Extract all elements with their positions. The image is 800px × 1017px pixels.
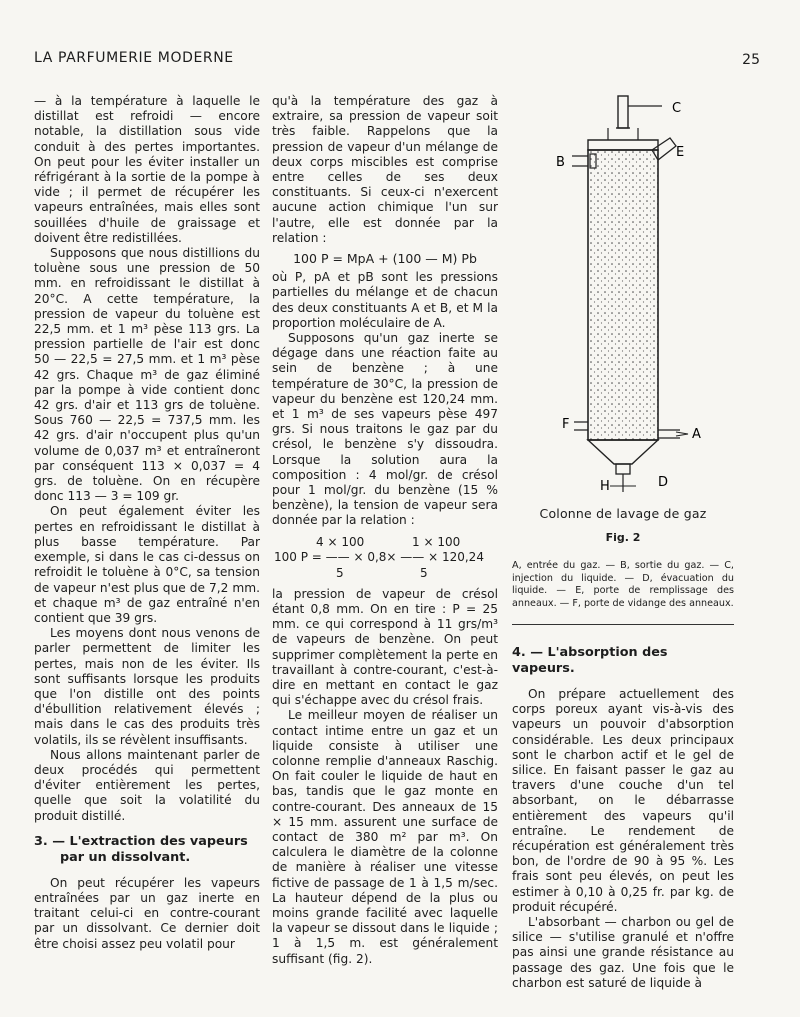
label-f: F <box>562 417 570 432</box>
section-4-heading: 4. — L'absorption des vapeurs. <box>512 645 668 676</box>
fraction-denominator-1: 5 <box>336 565 344 580</box>
label-d: D <box>658 475 669 490</box>
fraction-numerator-2: 1 × 100 <box>412 534 461 549</box>
fraction-numerator-1: 4 × 100 <box>316 534 365 549</box>
fraction-denominator-2: 5 <box>420 565 428 580</box>
label-c: C <box>672 101 682 116</box>
column-3 <box>512 645 734 991</box>
gas-outlet <box>572 156 588 166</box>
figure-number: Fig. 2 <box>605 531 641 544</box>
section-divider <box>512 624 734 625</box>
label-h: H <box>600 479 610 494</box>
page-number: 25 <box>742 52 760 68</box>
figure-2 <box>512 94 734 610</box>
section-3-heading <box>34 834 260 866</box>
packed-column <box>588 150 658 440</box>
col1-paragraph-3: On peut également éviter les pertes en refroidissant le distillat à plus basse température. Par exemple, si dans le cas ci-dessus on refroidit le toluène à 0°C, sa tension de vapeur n'est plus que de 7,2 mm. et chaque m³ de gaz entraîné n'en contient que 39 grs. <box>34 504 260 625</box>
col1-paragraph-4: Les moyens dont nous venons de parler permettent de limiter les pertes, mais non de les éviter. Ils sont suffisants lorsque les produits que l'on distille ont des points d'ébullition relativement élevés ; mais dans le cas des produits très volatils, ils se révèlent insuffisants. <box>34 626 260 747</box>
label-a: A <box>692 427 701 442</box>
col2-paragraph-1: qu'à la température des gaz à extraire, sa pression de vapeur soit très faible. Rappelons que la pression de vapeur d'un mélange de deux corps miscibles est comprise entre celles de ses deux constituants. Si ceux-ci n'exercent aucune action chimique l'un sur l'autre, elle est donnée par la relation : <box>272 94 498 245</box>
page-header <box>34 50 766 70</box>
column-1 <box>34 94 260 952</box>
col1-paragraph-2: Supposons que nous distillions du toluène sous une pression de 50 mm. en refroidissant le distillat à 20°C. A cette température, la pression de vapeur du toluène est 22,5 mm. et 1 m³ pèse 113 grs. La pression partielle de l'air est donc 50 — 22,5 = 27,5 mm. et 1 m³ pèse 42 grs. Chaque m³ de gaz éliminé par la pompe à vide contient donc 42 grs. d'air et 113 grs de toluène. Sous 760 — 22,5 = 737,5 mm. les 42 grs. d'air n'occupent plus qu'un volume de 0,037 m³ et entraîneront par conséquent 113 × 0,037 = 4 grs. de toluène. On en récupère donc 113 — 3 = 109 gr. <box>34 246 260 504</box>
section-3-heading-line1: 3. — L'extraction des vapeurs <box>34 833 248 849</box>
col1-paragraph-1: — à la température à laquelle le distillat est refroidi — encore notable, la distillation sous vide conduit à des pertes importantes. On peut pour les éviter installer un réfrigérant à la sortie de la pompe à vide ; il permet de récupérer les vapeurs entraînées, mais elles sont souillées d'huile de graissage et doivent être redistillées. <box>34 94 260 245</box>
vapor-pressure-formula: 100 P = MpA + (100 — M) Pb <box>293 251 477 267</box>
section-3-heading-line2: par un dissolvant. <box>60 849 191 865</box>
gas-washing-column-diagram <box>512 94 734 504</box>
fraction-formula <box>272 535 498 581</box>
liquid-injection-pipe <box>616 96 662 128</box>
col3-paragraph-2: L'absorbant — charbon ou gel de silice — s'utilise granulé et n'offre pas ainsi une grande résistance au passage des gaz. Une fois que le charbon est saturé de liquide à <box>512 915 734 990</box>
figure-title: Colonne de lavage de gaz <box>539 506 707 521</box>
col1-paragraph-6: On peut récupérer les vapeurs entraînées par un gaz inerte en traitant celui-ci en contre-courant par un dissolvant. Ce dernier doit être choisi assez peu volatil pour <box>34 875 260 951</box>
col3-paragraph-1: On prépare actuellement des corps poreux ayant vis-à-vis des vapeurs un pouvoir d'absorption considérable. Les deux principaux sont le charbon actif et le gel de silice. En faisant passer le gaz au travers d'une couche d'un tel absorbant, on le débarrasse entièrement des vapeurs qu'il entraîne. Le rendement de récupération est généralement très bon, de l'ordre de 90 à 95 %. Les frais sont peu élevés, on peut les estimer à 0,10 à 0,25 fr. par kg. de produit récupéré. <box>512 687 734 914</box>
fraction-main-line: 100 P = —— × 0,8× —— × 120,24 <box>274 549 484 564</box>
label-e: E <box>676 145 685 160</box>
col2-paragraph-5: Le meilleur moyen de réaliser un contact intime entre un gaz et un liquide consiste à utiliser une colonne remplie d'anneaux Raschig. On fait couler le liquide de haut en bas, tandis que le gaz monte en contre-courant. Des anneaux de 15 × 15 mm. assurent une surface de contact de 380 m² par m³. On calculera le diamètre de la colonne de manière à réaliser une vitesse fictive de passage de 1 à 1,5 m/sec. La hauteur dépend de la plus ou moins grande facilité avec laquelle la vapeur se dissout dans le liquide ; 1 à 1,5 m. est généralement suffisant (fig. 2). <box>272 708 498 966</box>
label-b: B <box>556 155 565 170</box>
col2-paragraph-2: où P, pA et pB sont les pressions partielles du mélange et de chacun des deux constituants A et B, et M la proportion moléculaire de A. <box>272 270 498 330</box>
journal-title: LA PARFUMERIE MODERNE <box>34 50 234 66</box>
col2-paragraph-4: la pression de vapeur de crésol étant 0,8 mm. On en tire : P = 25 mm. ce qui correspond à 11 grs/m³ de vapeurs de benzène. On peut supprimer complètement la perte en travaillant à contre-courant, c'est-à-dire en mettant en contact le gaz qui s'échappe avec du crésol frais. <box>272 586 498 708</box>
emptying-door <box>574 422 588 430</box>
col2-paragraph-3: Supposons qu'un gaz inerte se dégage dans une réaction faite au sein de benzène ; à une température de 30°C, la pression de vapeur du benzène est 120,24 mm. et 1 m³ de ses vapeurs pèse 497 grs. Si nous traitons le gaz par du crésol, le benzène s'y dissoudra. Lorsque la solution aura la composition : 4 mol/gr. de crésol pour 1 mol/gr. du benzène (15 % benzène), la tension de vapeur sera donnée par la relation : <box>272 331 498 528</box>
bottom-cone <box>588 440 658 464</box>
col1-paragraph-5: Nous allons maintenant parler de deux procédés qui permettent d'éviter entièrement les pertes, quelle que soit la volatilité du produit distillé. <box>34 747 260 823</box>
figure-legend: A, entrée du gaz. — B, sortie du gaz. — C, injection du liquide. — D, évacuation du liquide. — E, porte de remplissage des anneaux. — F, porte de vidange des anneaux. <box>512 560 734 609</box>
gas-inlet <box>658 430 680 438</box>
column-2 <box>272 94 498 967</box>
